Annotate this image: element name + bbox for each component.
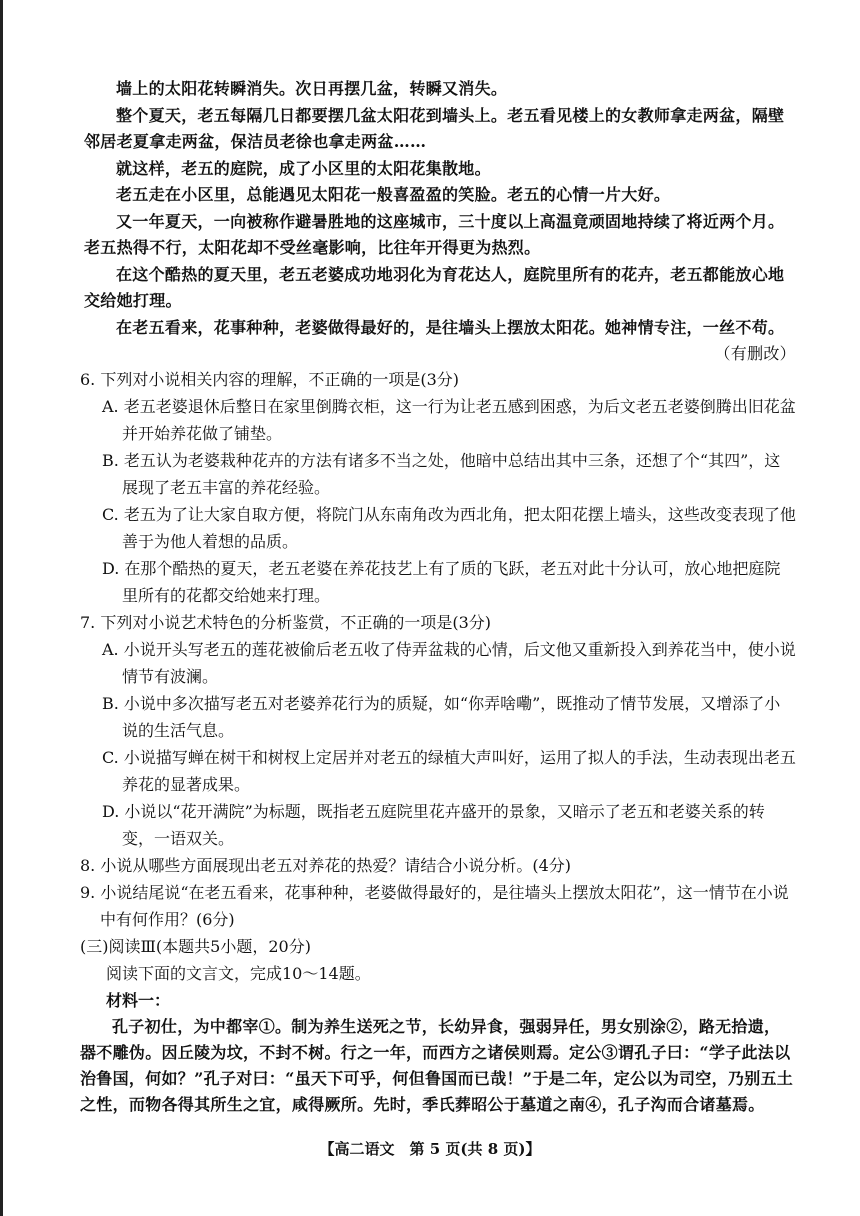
story-paragraph: 就这样，老五的庭院，成了小区里的太阳花集散地。: [116, 158, 491, 178]
question-9: 9. 小说结尾说“在老五看来，花事种种，老婆做得最好的，是往墙头上摆放太阳花”，这一情节在小说中有何作用？(6分): [80, 883, 789, 929]
question-6-title: 6. 下列对小说相关内容的理解，不正确的一项是(3分): [80, 370, 460, 389]
question-6-option-a: A. 老五老婆退休后整日在家里倒腾衣柜，这一行为让老五感到困惑，为后文老五老婆倒腾出旧花盆并开始养花做了铺垫。: [102, 397, 796, 443]
story-paragraph: 整个夏天，老五每隔几日都要摆几盆太阳花到墙头上。老五看见楼上的女教师拿走两盆，隔壁邻居老夏拿走两盆，保洁员老徐也拿走两盆……: [84, 105, 785, 151]
story-paragraph: 又一年夏天，一向被称作避暑胜地的这座城市，三十度以上高温竟顽固地持续了将近两个月。老五热得不行，太阳花却不受丝毫影响，比往年开得更为热烈。: [84, 211, 785, 257]
question-6-option-c: C. 老五为了让大家自取方便，将院门从东南角改为西北角，把太阳花摆上墙头，这些改变表现了他善于为他人着想的品质。: [102, 505, 796, 551]
question-7-option-b: B. 小说中多次描写老五对老婆养花行为的质疑，如“你弄啥嘞”，既推动了情节发展，又增添了小说的生活气息。: [102, 694, 781, 740]
page-footer: 【高二语文 第 5 页(共 8 页)】: [319, 1140, 541, 1158]
question-7-title: 7. 下列对小说艺术特色的分析鉴赏，不正确的一项是(3分): [80, 613, 492, 632]
question-6: [80, 366, 796, 609]
question-6-option-d: D. 在那个酷热的夏天，老五老婆在养花技艺上有了质的飞跃，老五对此十分认可，放心地把庭院里所有的花都交给她来打理。: [102, 559, 781, 605]
story-excerpt: [84, 76, 796, 368]
edit-note: （有删改）: [714, 344, 796, 363]
material-label: 材料一：: [106, 991, 171, 1010]
question-7: [80, 609, 796, 852]
story-paragraph: 墙上的太阳花转瞬消失。次日再摆几盆，转瞬又消失。: [116, 79, 508, 98]
story-paragraph: 老五走在小区里，总能遇见太阳花一般喜盈盈的笑脸。老五的心情一片大好。: [116, 185, 671, 204]
question-7-option-c: C. 小说描写蝉在树干和树杈上定居并对老五的绿植大声叫好，运用了拟人的手法，生动表现出老五养花的显著成果。: [102, 748, 796, 794]
story-paragraph: 在老五看来，花事种种，老婆做得最好的，是往墙头上摆放太阳花。她神情专注，一丝不苟。: [116, 317, 785, 337]
question-8: 8. 小说从哪些方面展现出老五对养花的热爱？请结合小说分析。(4分): [80, 856, 572, 875]
question-7-option-a: A. 小说开头写老五的莲花被偷后老五收了侍弄盆栽的心情，后文他又重新投入到养花当中，使小说情节有波澜。: [102, 640, 796, 686]
story-paragraph: 在这个酷热的夏天里，老五老婆成功地羽化为育花达人，庭院里所有的花卉，老五都能放心地交给她打理。: [84, 264, 785, 310]
question-7-option-d: D. 小说以“花开满院”为标题，既指老五庭院里花卉盛开的景象，又暗示了老五和老婆关系的转变，一语双关。: [102, 802, 765, 848]
section-instruction: 阅读下面的文言文，完成10～14题。: [106, 964, 371, 983]
classical-text: 孔子初仕，为中都宰①。制为养生送死之节，长幼异食，强弱异任，男女别涂②，路无拾遗，器不雕伪。因丘陵为坟，不封不树。行之一年，而西方之诸侯则焉。定公③谓孔子曰：“学子此法以治鲁国，何如？”孔子对曰：“虽天下可乎，何但鲁国而已哉！”于是二年，定公以为司空，乃别五土之性，而物各得其所生之宜，咸得厥所。先时，季氏葬昭公于墓道之南④，孔子沟而合诸墓焉。: [80, 1017, 794, 1114]
questions-block: [80, 366, 796, 1118]
scan-edge: [0, 0, 3, 1216]
question-6-option-b: B. 老五认为老婆栽种花卉的方法有诸多不当之处，他暗中总结出其中三条，还想了个“其四”，这展现了老五丰富的养花经验。: [102, 451, 781, 497]
section-heading: (三)阅读Ⅲ(本题共5小题，20分): [80, 937, 311, 956]
